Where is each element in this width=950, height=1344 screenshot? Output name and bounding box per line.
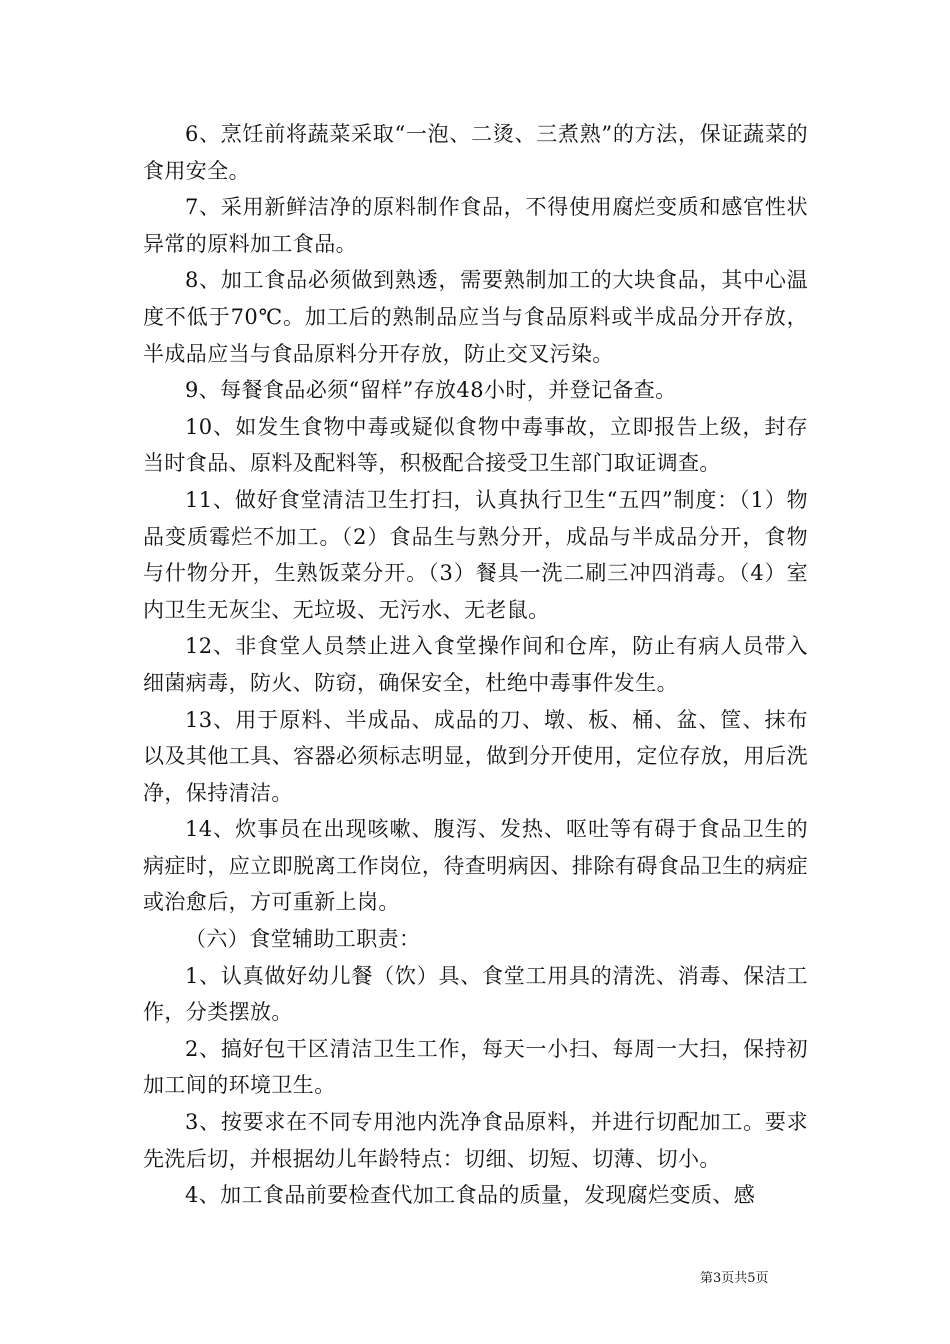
paragraph-10: 10、如发生食物中毒或疑似食物中毒事故，立即报告上级，封存当时食品、原料及配料等，积极配合接受卫生部门取证调查。	[143, 414, 808, 476]
paragraph-12: 12、非食堂人员禁止进入食堂操作间和仓库，防止有病人员带入细菌病毒，防火、防窃，确保安全，杜绝中毒事件发生。	[143, 634, 808, 695]
assistant-duty-2: 2、搞好包干区清洁卫生工作，每天一小扫、每周一大扫，保持初加工间的环境卫生。	[143, 1036, 808, 1098]
paragraph-6: 6、烹饪前将蔬菜采取“一泡、二烫、三煮熟”的方法，保证蔬菜的食用安全。	[143, 122, 808, 183]
assistant-duty-4: 4、加工食品前要检查代加工食品的质量，发现腐烂变质、感	[185, 1183, 756, 1208]
paragraph-11: 11、做好食堂清洁卫生打扫，认真执行卫生“五四”制度：（1）物品变质霉烂不加工。（2）食品生与熟分开，成品与半成品分开，食物与什物分开，生熟饭菜分开。（3）餐具一洗二刷三冲四消毒。（4）室内卫生无灰尘、无垃圾、无污水、无老鼠。	[143, 487, 808, 622]
paragraph-8: 8、加工食品必须做到熟透，需要熟制加工的大块食品，其中心温度不低于70℃。加工后的熟制品应当与食品原料或半成品分开存放，半成品应当与食品原料分开存放，防止交叉污染。	[143, 268, 808, 366]
paragraph-13: 13、用于原料、半成品、成品的刀、墩、板、桶、盆、筐、抹布以及其他工具、容器必须标志明显，做到分开使用，定位存放，用后洗净，保持清洁。	[143, 707, 808, 805]
document-body	[143, 116, 808, 1214]
assistant-duty-1: 1、认真做好幼儿餐（饮）具、食堂工用具的清洗、消毒、保洁工作，分类摆放。	[143, 963, 808, 1025]
assistant-duty-3: 3、按要求在不同专用池内洗净食品原料，并进行切配加工。要求先洗后切，并根据幼儿年龄特点：切细、切短、切薄、切小。	[143, 1110, 808, 1171]
section-heading-kitchen-assistant: （六）食堂辅助工职责：	[185, 927, 421, 952]
paragraph-7: 7、采用新鲜洁净的原料制作食品，不得使用腐烂变质和感官性状异常的原料加工食品。	[143, 195, 808, 256]
paragraph-9: 9、每餐食品必须“留样”存放48小时，并登记备查。	[185, 378, 677, 403]
page-number-footer: 第3页共5页	[700, 1271, 769, 1286]
paragraph-14: 14、炊事员在出现咳嗽、腹泻、发热、呕吐等有碍于食品卫生的病症时，应立即脱离工作岗位，待查明病因、排除有碍食品卫生的病症或治愈后，方可重新上岗。	[143, 817, 808, 915]
